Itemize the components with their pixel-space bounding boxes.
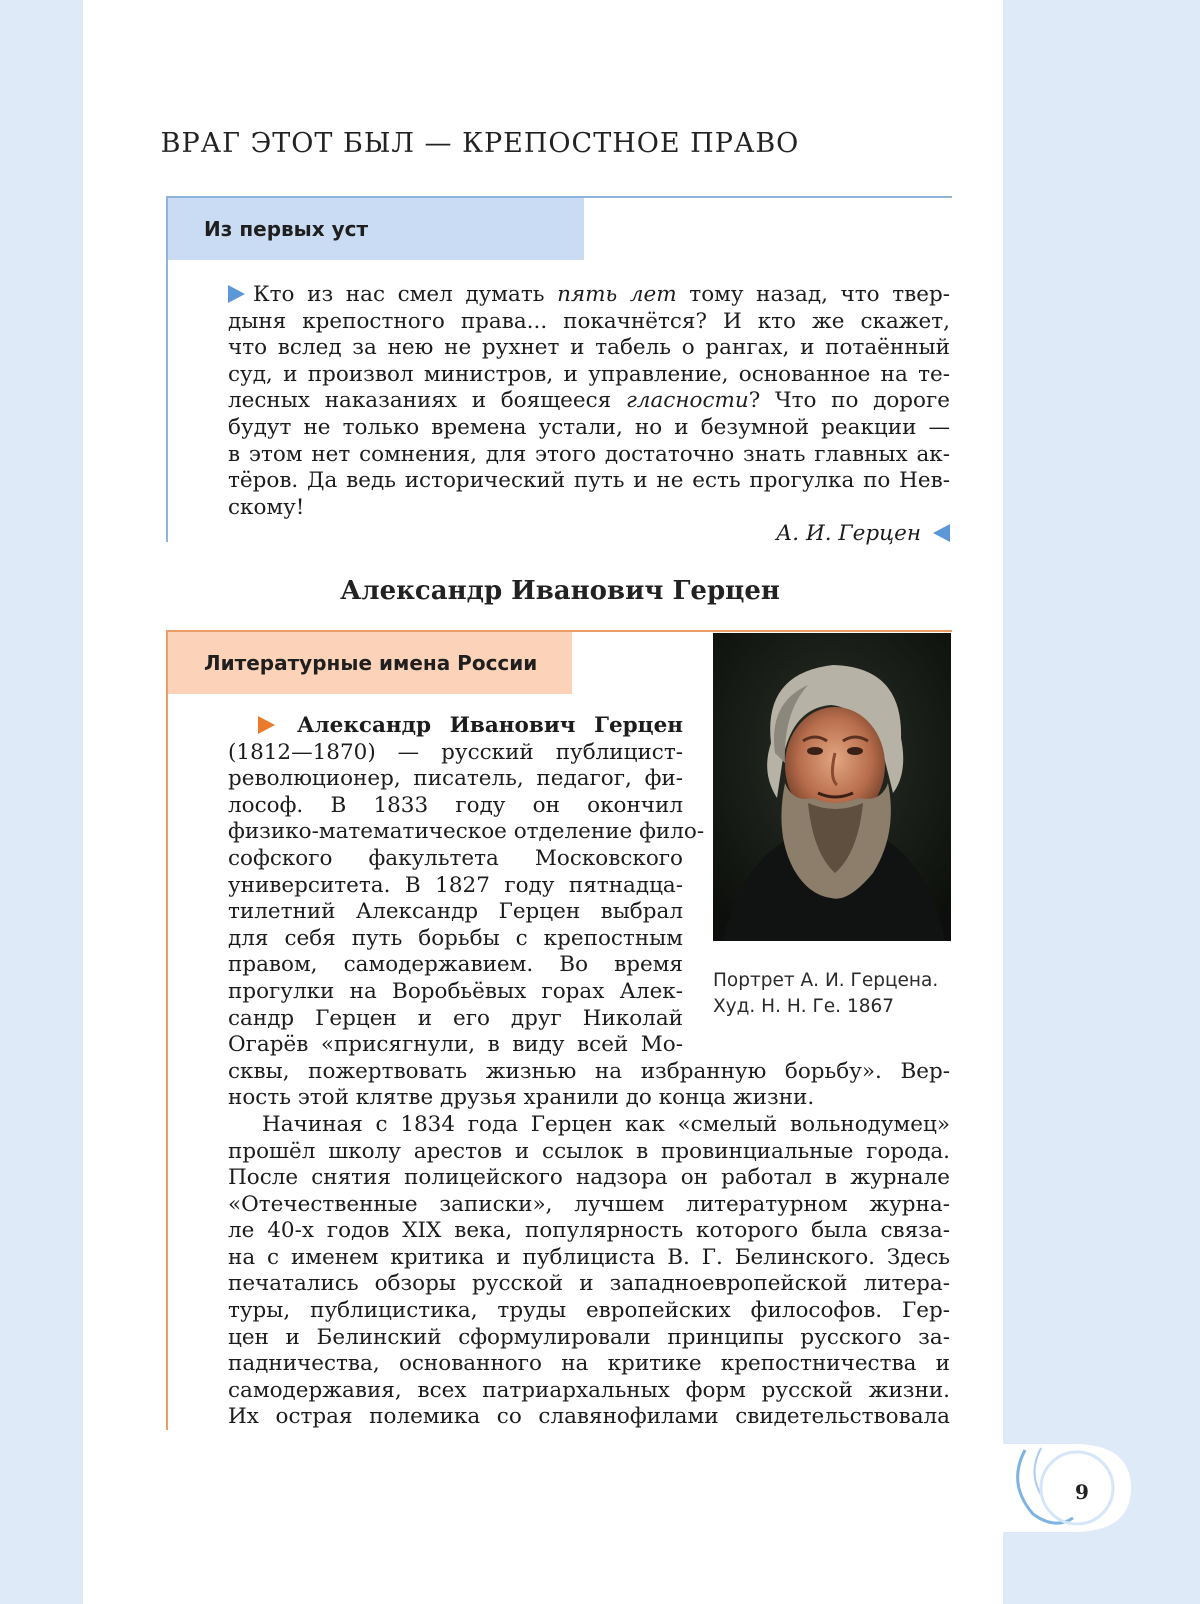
bio-line: физико-математическое отделение фило-: [228, 819, 705, 845]
bio-line: университета. В 1827 году пятнадца-: [228, 872, 683, 898]
quote-line: в этом нет сомнения, для этого достаточно знать главных ак-: [228, 441, 950, 467]
chapter-title: ВРАГ ЭТОТ БЫЛ — КРЕПОСТНОЕ ПРАВО: [160, 128, 800, 159]
quote-emphasis: гласности: [625, 388, 749, 414]
quote-end-arrow-icon: [933, 524, 950, 542]
page-number-tab: [1003, 1444, 1133, 1532]
bio-name-bold: Александр Иванович Герцен: [297, 713, 683, 738]
bio-line: туры, публицистика, труды европейских философов. Гер-: [228, 1298, 950, 1324]
section-title: Александр Иванович Герцен: [340, 576, 780, 606]
quote-author: [600, 521, 950, 546]
bio-line: Начиная с 1834 года Герцен как «смелый вольнодумец»: [262, 1111, 950, 1137]
bio-line: софского факультета Московского: [228, 845, 683, 871]
bio-line: правом, самодержавием. Во время: [228, 952, 683, 978]
bio-line: (1812—1870) — русский публицист-: [228, 739, 683, 765]
quote-line: лесных наказаниях и боящееся гласности? Что по дороге: [228, 388, 950, 414]
quote-line: [228, 282, 950, 309]
bio-line: цен и Белинский сформулировали принципы русского за-: [228, 1324, 950, 1350]
box1-header: [168, 198, 584, 260]
bio-line: сквы, пожертвовать жизнью на избранную борьбу». Вер-: [228, 1058, 950, 1084]
quote-line: скому!: [228, 494, 305, 520]
quote-line: будут не только времена устали, но и безумной реакции —: [228, 414, 950, 440]
quote-line-text: Кто из нас смел думать пять лет тому назад, что твер-: [253, 282, 950, 307]
caption-line: Худ. Н. Н. Ге. 1867: [713, 996, 895, 1017]
caption-line: Портрет А. И. Герцена.: [713, 970, 939, 991]
box2-header-label: Литературные имена России: [204, 651, 538, 675]
bio-line: «Отечественные записки», лучшем литературном журна-: [228, 1191, 950, 1217]
quote-line: дыня крепостного права... покачнётся? И кто же скажет,: [228, 308, 950, 334]
bio-text: [228, 713, 950, 1431]
bio-line: прошёл школу арестов и ссылок в провинциальные города.: [228, 1138, 950, 1164]
quote-line: что вслед за нею не рухнет и табель о рангах, и потаённый: [228, 335, 950, 361]
box2-header: [168, 632, 572, 694]
bio-line: падничества, основанного на критике крепостничества и: [228, 1351, 950, 1377]
bio-line: самодержавия, всех патриархальных форм русской жизни.: [228, 1377, 950, 1403]
bio-line: для себя путь борьбы с крепостным: [228, 925, 683, 951]
box1-header-label: Из первых уст: [204, 217, 369, 241]
bio-line: лософ. В 1833 году он окончил: [228, 792, 683, 818]
bio-line: прогулки на Воробьёвых горах Алек-: [228, 978, 683, 1004]
bio-line: тилетний Александр Герцен выбрал: [228, 899, 683, 925]
bio-line: на с именем критика и публициста В. Г. Белинского. Здесь: [228, 1244, 950, 1270]
bio-line: Их острая полемика со славянофилами свидетельствовала: [228, 1404, 950, 1430]
box2-left-border: [166, 630, 168, 1430]
bio-line: печатались обзоры русской и западноевропейской литера-: [228, 1271, 950, 1297]
bio-line: Огарёв «присягнули, в виду всей Мо-: [228, 1032, 683, 1058]
quote-start-arrow-icon: [228, 285, 245, 303]
bio-line: сандр Герцен и его друг Николай: [228, 1005, 683, 1031]
bio-line: ность этой клятве друзья хранили до конца жизни.: [228, 1085, 815, 1111]
bio-line: революционер, писатель, педагог, фи-: [228, 766, 683, 792]
quote-emphasis: пять лет: [557, 282, 677, 307]
quote-line: тёров. Да ведь исторический путь и не есть прогулка по Нев-: [228, 468, 950, 494]
bio-line: После снятия полицейского надзора он работал в журнале: [228, 1165, 950, 1191]
quote-text: [228, 282, 950, 521]
page-number: 9: [1075, 1480, 1089, 1504]
quote-author-name: А. И. Герцен: [776, 521, 921, 546]
bio-line: ле 40-х годов XIX века, популярность которого была связа-: [228, 1218, 950, 1244]
bio-line: [228, 713, 683, 740]
bio-start-arrow-icon: [258, 716, 275, 734]
quote-line: суд, и произвол министров, и управление, основанное на те-: [228, 361, 950, 387]
